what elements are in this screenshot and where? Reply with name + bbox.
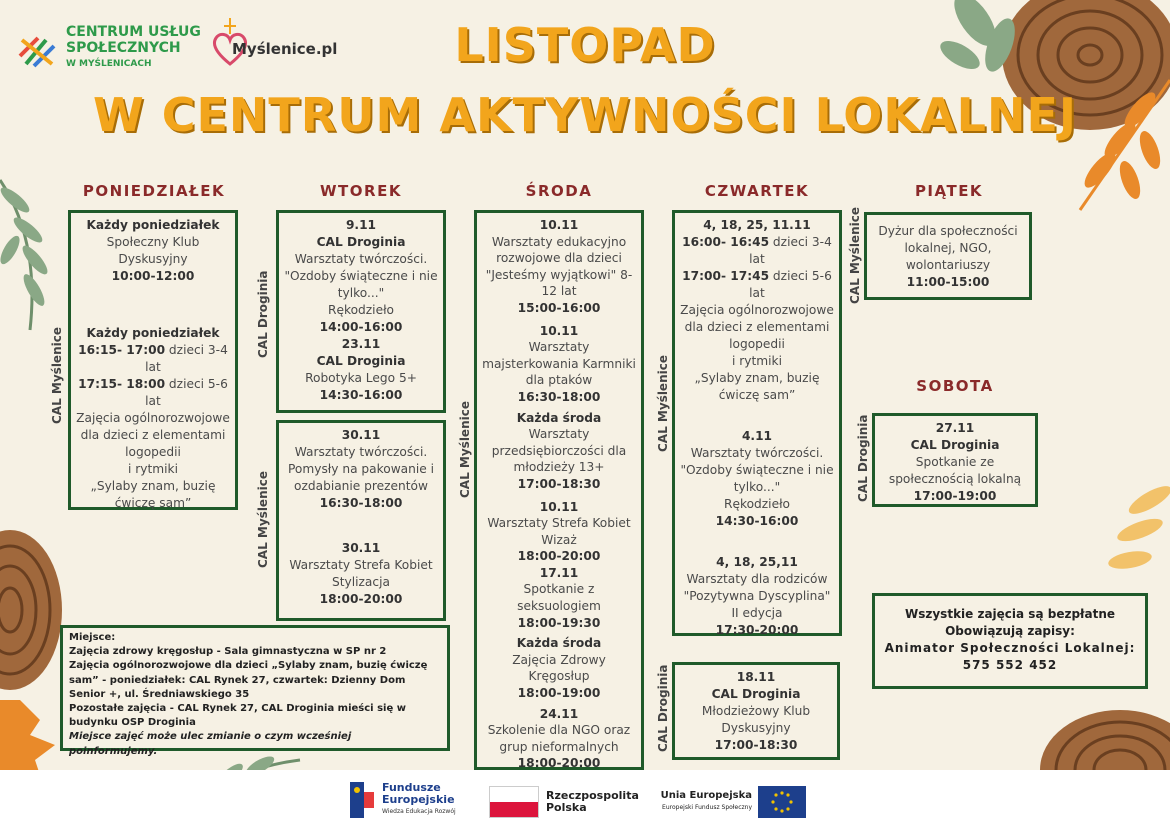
thu-row-2-text: dzieci 5-6 lat: [749, 269, 832, 300]
thu-time-3: 17:30-20:00: [715, 623, 799, 637]
monday-text-2: Zajęcia ogólnorozwojowe dla dzieci z elementami logopedii: [76, 411, 230, 459]
thu-row-1-text: dzieci 3-4 lat: [749, 235, 832, 266]
polish-flag-icon: [489, 786, 539, 818]
sat-time-1: 17:00-19:00: [913, 489, 997, 503]
info-box: [872, 593, 1148, 689]
fe-line-2: Europejskie: [382, 793, 455, 806]
page-title-line2: W CENTRUM AKTYWNOŚCI LOKALNEJ: [92, 88, 1078, 142]
day-friday: PIĄTEK: [914, 182, 984, 200]
eu-flag-icon: [758, 786, 806, 818]
thu-dr-location-1: CAL Droginia: [711, 687, 801, 701]
fri-text-1: Dyżur dla społeczności lokalnej, NGO, wolontariuszy: [878, 224, 1018, 272]
wed-text-2: Warsztaty majsterkowania Karmniki dla ptaków: [482, 340, 636, 388]
wed-text-6: Zajęcia Zdrowy Kręgosłup: [512, 652, 606, 684]
day-tuesday: WTOREK: [320, 182, 402, 200]
wednesday-box: [474, 210, 644, 770]
org-line1: CENTRUM USŁUG: [66, 24, 201, 40]
ue-text: [652, 790, 752, 814]
wed-text-5: Spotkanie z seksuologiem: [517, 582, 601, 614]
thu-date-3: 4, 18, 25,11: [716, 555, 798, 569]
monday-heading-2: Każdy poniedziałek: [86, 326, 220, 340]
org-line3: W MYŚLENICACH: [66, 59, 152, 69]
monday-text-3: i rytmiki: [128, 462, 178, 476]
label-cal-myslenice-wed: CAL Myślenice: [458, 401, 472, 498]
wed-text-4: Warsztaty Strefa Kobiet Wizaż: [487, 516, 631, 547]
place-line-1: Miejsce:: [69, 632, 116, 643]
monday-row-1-time: 16:15- 17:00: [78, 343, 166, 357]
thu-row-2: [678, 268, 836, 302]
footer: [0, 770, 1170, 826]
thu-text-4: Warsztaty twórczości. "Ozdoby świąteczne i nie tylko...": [680, 446, 834, 494]
thu-text-2: i rytmiki: [732, 354, 782, 368]
info-line-4: 575 552 452: [962, 658, 1058, 672]
rp-line-2: Polska: [546, 801, 587, 814]
tuesday-droginia-box: [276, 210, 446, 413]
place-line-4: Pozostałe zajęcia - CAL Rynek 27, CAL Droginia mieści się w budynku OSP Droginia: [69, 703, 406, 729]
tue-dr-text-2: Rękodzieło: [328, 303, 394, 317]
label-cal-droginia-thu: CAL Droginia: [656, 664, 670, 752]
leaf-green-left: [0, 180, 51, 330]
wed-time-1: 15:00-16:00: [517, 300, 601, 315]
place-line-2: Zajęcia zdrowy kręgosłup - Sala gimnastyczna w SP nr 2: [69, 646, 387, 658]
info-line-1: Wszystkie zajęcia są bezpłatne: [905, 607, 1115, 621]
day-monday: PONIEDZIAŁEK: [82, 182, 226, 200]
fe-logo: [350, 782, 380, 818]
day-wednesday: ŚRODA: [525, 182, 593, 200]
monday-text-1: Społeczny Klub Dyskusyjny: [106, 235, 200, 266]
monday-row-2: [74, 376, 232, 410]
thu-text-5: Rękodzieło: [724, 497, 790, 511]
sat-date-1: 27.11: [935, 421, 975, 435]
rp-text: [546, 790, 639, 814]
leaf-yellow-right: [1107, 481, 1170, 572]
ue-line-2: Europejski Fundusz Społeczny: [662, 804, 752, 811]
wed-time-3: 17:00-18:30: [517, 476, 601, 491]
tue-dr-time-1: 14:00-16:00: [319, 320, 403, 334]
wed-text-7: Szkolenie dla NGO oraz grup nieformalnych: [487, 723, 631, 754]
rp-line-1: Rzeczpospolita: [546, 789, 639, 802]
monday-box: [68, 210, 238, 510]
tue-dr-text-3: Robotyka Lego 5+: [305, 371, 417, 385]
fe-text: [382, 782, 456, 818]
thu-text-3: „Sylaby znam, buzię ćwiczę sam”: [694, 371, 820, 402]
wed-text-3: Warsztaty przedsiębiorczości dla młodzieży 13+: [491, 427, 627, 475]
saturday-box: [872, 413, 1038, 507]
tue-dr-location-1: CAL Droginia: [316, 235, 406, 249]
label-cal-droginia-sat: CAL Droginia: [856, 414, 870, 502]
thu-dr-time-1: 17:00-18:30: [714, 738, 798, 752]
day-thursday: CZWARTEK: [704, 182, 810, 200]
fe-line-1: Fundusze: [382, 781, 441, 794]
city-logo-text: Myślenice.pl: [232, 40, 338, 58]
tue-my-text-1: Warsztaty twórczości. Pomysły na pakowanie i ozdabianie prezentów: [287, 445, 434, 493]
tue-my-date-1: 30.11: [341, 428, 381, 442]
thu-dr-date-1: 18.11: [736, 670, 776, 684]
tue-my-time-1: 16:30-18:00: [319, 496, 403, 510]
place-line-5: Miejsce zajęć może ulec zmianie o czym wcześniej poinformujemy.: [69, 731, 352, 757]
label-cal-myslenice-fri: CAL Myślenice: [848, 207, 862, 304]
wed-date-1: 10.11: [539, 218, 579, 232]
wed-text-1: Warsztaty edukacyjno rozwojowe dla dzieci "Jesteśmy wyjątkowi" 8-12 lat: [485, 234, 633, 299]
thu-row-1: [678, 234, 836, 268]
thu-time-2: 14:30-16:00: [715, 514, 799, 528]
thu-dr-text-1: Młodzieżowy Klub Dyskusyjny: [701, 704, 811, 735]
info-line-3: Animator Społeczności Lokalnej:: [884, 641, 1136, 655]
tue-dr-location-2: CAL Droginia: [316, 354, 406, 368]
thu-row-2-time: 17:00- 17:45: [682, 269, 770, 283]
thu-text-7: II edycja: [731, 606, 783, 620]
wed-time-7: 18:00-20:00: [517, 756, 601, 771]
thu-text-6: Warsztaty dla rodziców "Pozytywna Dyscyplina": [683, 572, 831, 603]
wed-date-7: 24.11: [539, 706, 579, 721]
wed-heading-3: Każda środa: [516, 410, 602, 425]
tue-dr-time-2: 14:30-16:00: [319, 388, 403, 402]
thu-date-2: 4.11: [741, 429, 773, 443]
tue-dr-text-1: Warsztaty twórczości. "Ozdoby świąteczne i nie tylko...": [284, 252, 438, 300]
wed-time-2: 16:30-18:00: [517, 389, 601, 404]
org-line2: SPOŁECZNYCH: [66, 40, 181, 56]
label-cal-droginia-tue: CAL Droginia: [256, 270, 270, 358]
sat-location-1: CAL Droginia: [910, 438, 1000, 452]
sat-text-1: Spotkanie ze społecznością lokalną: [888, 455, 1022, 486]
tue-my-time-2: 18:00-20:00: [319, 592, 403, 606]
friday-box: [864, 212, 1032, 300]
tue-my-date-2: 30.11: [341, 541, 381, 555]
thu-text-1: Zajęcia ogólnorozwojowe dla dzieci z elementami logopedii: [680, 303, 834, 351]
wed-date-5: 17.11: [539, 565, 579, 580]
wed-time-5: 18:00-19:30: [517, 615, 601, 630]
monday-row-1-text: dzieci 3-4 lat: [145, 343, 228, 374]
monday-time-1: 10:00-12:00: [111, 269, 195, 283]
monday-row-1: [74, 342, 232, 376]
wed-time-4: 18:00-20:00: [517, 549, 601, 564]
monday-heading-1: Każdy poniedziałek: [86, 218, 220, 232]
ue-line-1: Unia Europejska: [660, 790, 752, 801]
info-line-2: Obowiązują zapisy:: [945, 624, 1075, 638]
monday-row-2-text: dzieci 5-6 lat: [145, 377, 228, 408]
label-cal-myslenice-mon: CAL Myślenice: [50, 327, 64, 424]
wed-time-6: 18:00-19:00: [517, 686, 601, 701]
thu-row-1-time: 16:00- 16:45: [682, 235, 770, 249]
tuesday-myslenice-box: [276, 420, 446, 621]
place-box: [60, 625, 450, 757]
wed-heading-6: Każda środa: [516, 636, 602, 651]
eu-funds-icon: [350, 782, 380, 818]
monday-row-2-time: 17:15- 18:00: [78, 377, 166, 391]
label-cal-myslenice-thu: CAL Myślenice: [656, 355, 670, 452]
monday-text-4: „Sylaby znam, buzię ćwiczę sam”: [90, 479, 216, 510]
tue-my-text-2: Warsztaty Strefa Kobiet Stylizacja: [289, 558, 433, 589]
wed-date-4: 10.11: [539, 499, 579, 514]
page-title-line1: LISTOPAD: [454, 18, 716, 72]
fe-line-3: Wiedza Edukacja Rozwój: [382, 808, 456, 815]
thu-date-1: 4, 18, 25, 11.11: [703, 218, 811, 232]
thursday-droginia-box: [672, 662, 840, 760]
fri-time-1: 11:00-15:00: [906, 275, 990, 289]
day-saturday: SOBOTA: [916, 377, 994, 395]
tree-slice-left: [0, 530, 62, 690]
tue-dr-date-1: 9.11: [345, 218, 377, 232]
thursday-box: [672, 210, 842, 636]
label-cal-myslenice-tue: CAL Myślenice: [256, 471, 270, 568]
place-line-3: Zajęcia ogólnorozwojowe dla dzieci „Sylaby znam, buzię ćwiczę sam” - poniedziałek: CAL Rynek 27, czwartek: Dzienny Dom Senior +, ul. Średniawskiego 35: [69, 660, 428, 700]
wed-date-2: 10.11: [539, 323, 579, 338]
eu-stars-icon: [758, 786, 806, 818]
tue-dr-date-2: 23.11: [341, 337, 381, 351]
